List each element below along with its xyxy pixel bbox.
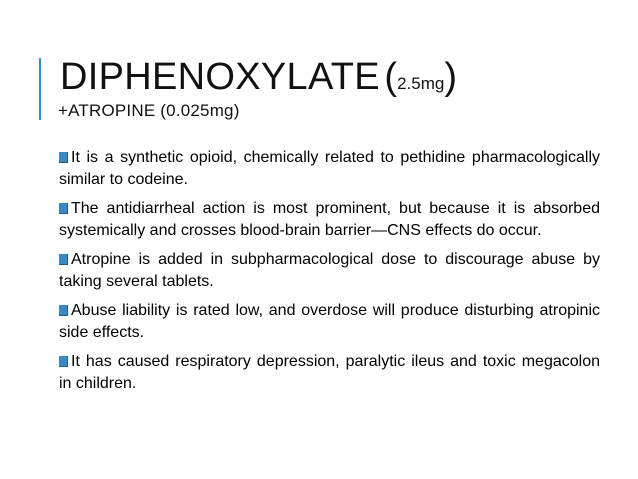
- bullet-item-4: [59, 300, 600, 344]
- slide-title: [60, 58, 457, 96]
- bullet-text-1: It is a synthetic opioid, chemically related to pethidine pharmacologically similar to codeine.: [59, 149, 600, 188]
- square-bullet-icon: [59, 152, 68, 163]
- bullet-text-4: Abuse liability is rated low, and overdose will produce disturbing atropinic side effects.: [59, 302, 600, 341]
- square-bullet-icon: [59, 305, 68, 316]
- square-bullet-icon: [59, 356, 68, 367]
- bullet-text-2: The antidiarrheal action is most prominent, but because it is absorbed systemically and crosses blood-brain barrier—CNS effects do occur.: [59, 200, 600, 239]
- bullet-item-2: [59, 198, 600, 242]
- bullet-item-1: [59, 147, 600, 191]
- bullet-text-5: It has caused respiratory depression, paralytic ileus and toxic megacolon in children.: [59, 353, 600, 392]
- slide-subtitle: +ATROPINE (0.025mg): [58, 101, 240, 120]
- title-open-paren: (: [384, 56, 398, 98]
- title-accent-bar: [39, 58, 41, 120]
- bullet-item-5: [59, 351, 600, 395]
- square-bullet-icon: [59, 203, 68, 214]
- square-bullet-icon: [59, 254, 68, 265]
- title-drug-name: DIPHENOXYLATE: [60, 56, 380, 98]
- title-close-paren: ): [444, 56, 457, 98]
- title-dose: 2.5mg: [397, 74, 445, 93]
- bullet-list: [59, 147, 600, 402]
- bullet-item-3: [59, 249, 600, 293]
- bullet-text-3: Atropine is added in subpharmacological dose to discourage abuse by taking several tablets.: [59, 251, 600, 290]
